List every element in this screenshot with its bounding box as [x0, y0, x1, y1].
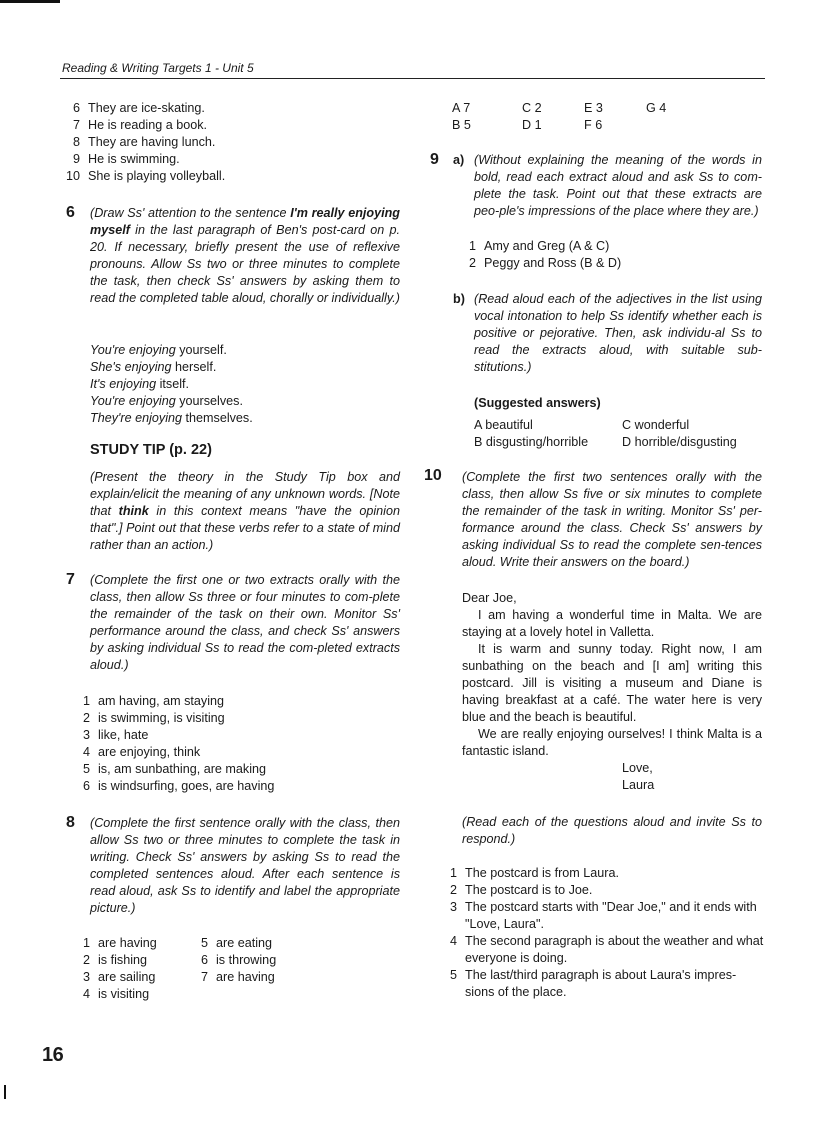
list-item: 6 is windsurfing, goes, are having	[82, 779, 275, 793]
section-10-instructions: (Complete the first two sentences orally with the class, then allow Ss five or six minutes to complete the remainder of the task in writing. Monitor Ss' per-formance around the class. Check Ss' answers by asking individual Ss to read the complete sen-tences aloud. Write their answers on the board.)	[462, 470, 762, 569]
section-6-answers	[90, 342, 400, 427]
section-10-question-instructions: (Read each of the questions aloud and invite Ss to respond.)	[462, 815, 762, 846]
list-item: 9 He is swimming.	[72, 152, 180, 166]
section-9a-answers	[462, 238, 762, 272]
section-8-answers-col2	[194, 935, 344, 986]
list-item: 4 The second paragraph is about the weather and what everyone is doing.	[449, 934, 764, 965]
study-tip-title: STUDY TIP (p. 22)	[90, 442, 212, 458]
letter-signature: Laura	[622, 778, 655, 792]
answer-line: You're enjoying yourself.	[90, 343, 227, 357]
corner-mark	[0, 0, 60, 3]
letter-greeting: Dear Joe,	[462, 591, 517, 605]
list-top	[66, 100, 406, 185]
section-8-instructions: (Complete the first sentence orally with the class, then allow Ss two or three minutes to complete the task in writing. Check Ss' answers by asking Ss to read the completed sentences aloud. After each sentence is read aloud, ask Ss to identify and label the appropriate picture.)	[90, 816, 400, 915]
answer-line: You're enjoying yourselves.	[90, 394, 243, 408]
list-item: 3 are sailing	[82, 970, 156, 984]
list-item: 5 are eating	[200, 936, 273, 950]
list-item: 6 They are ice-skating.	[72, 101, 205, 115]
list-item: 2 The postcard is to Joe.	[449, 883, 593, 897]
list-item: 2 is fishing	[82, 953, 147, 967]
letter-paragraph: It is warm and sunny today. Right now, I am sunbathing on the beach and [I am] writing this postcard. Jill is visiting a museum and Diane is having breakfast at a café. The water here is very blue and the beach is beautiful.	[462, 642, 762, 724]
list-item: 5 is, am sunbathing, are making	[82, 762, 267, 776]
header-rule	[60, 78, 765, 79]
letter-closing: Love,	[622, 761, 653, 775]
list-item: 2 Peggy and Ross (B & D)	[468, 256, 622, 270]
list-item: 8 They are having lunch.	[72, 135, 216, 149]
section-6-instructions: (Draw Ss' attention to the sentence I'm really enjoying myself in the last paragraph of Ben's post-card on p. 20. If necessary, briefly present the use of reflexive pronouns. Allow Ss two or three minutes to complete the task, then check Ss' answers by asking them to read the completed table aloud, chorally or individually.)	[90, 206, 400, 305]
section-9a-instructions: (Without explaining the meaning of the words in bold, read each extract aloud and ask Ss to com-plete the task. Point out that these extracts are peo-ple's impressions of the place where they are.)	[474, 153, 762, 218]
list-item: 2 is swimming, is visiting	[82, 711, 225, 725]
list-item: 7 He is reading a book.	[72, 118, 208, 132]
grid-row: B disgusting/horrible D horrible/disgusting	[474, 435, 737, 449]
list-item: 7 are having	[200, 970, 275, 984]
list-item: 3 like, hate	[82, 728, 149, 742]
edge-mark	[4, 1085, 6, 1099]
section-7-instructions: (Complete the first one or two extracts orally with the class, then allow Ss three or four minutes to com-plete the remainder of the task on their own. Monitor Ss' performance around the class, and check Ss' answers by asking individual Ss to read the com-pleted extracts aloud.)	[90, 573, 400, 672]
letter-paragraph: We are really enjoying ourselves! I think Malta is a fantastic island.	[462, 727, 762, 758]
list-item: 10 She is playing volleyball.	[66, 169, 226, 183]
section-number-10: 10	[424, 467, 442, 484]
section-number-9: 9	[430, 151, 439, 168]
suggested-answers-title: (Suggested answers)	[474, 396, 601, 410]
grid-row: B 5 D 1 F 6	[452, 118, 603, 132]
section-number-6: 6	[66, 204, 75, 221]
list-item: 1 Amy and Greg (A & C)	[468, 239, 610, 253]
section-number-7: 7	[66, 571, 75, 588]
answer-line: She's enjoying herself.	[90, 360, 217, 374]
grid-row: A 7 C 2 E 3 G 4	[452, 101, 667, 115]
list-item: 3 The postcard starts with "Dear Joe," and it ends with "Love, Laura".	[449, 900, 757, 931]
grid-row: A beautiful C wonderful	[474, 418, 690, 432]
suggested-answers	[474, 417, 764, 451]
section-10-answers	[443, 865, 765, 1001]
section-number-8: 8	[66, 814, 75, 831]
answer-grid	[452, 100, 712, 134]
postcard-letter	[462, 590, 762, 794]
list-item: 4 are enjoying, think	[82, 745, 201, 759]
list-item: 1 The postcard is from Laura.	[449, 866, 619, 880]
section-8-answers-col1	[76, 935, 206, 1003]
running-header: Reading & Writing Targets 1 - Unit 5	[62, 61, 254, 75]
study-tip-text: (Present the theory in the Study Tip box and explain/elicit the meaning of any unknown words. [Note that think in this context means "have the opinion that".] Point out that these verbs refer to a state of mind rather than an action.)	[90, 470, 400, 552]
section-7-answers	[76, 693, 396, 795]
list-item: 1 are having	[82, 936, 157, 950]
list-item: 5 The last/third paragraph is about Laura's impres-sions of the place.	[449, 968, 737, 999]
answer-line: They're enjoying themselves.	[90, 411, 253, 425]
list-item: 6 is throwing	[200, 953, 277, 967]
subsection-a-label: a)	[453, 153, 465, 167]
letter-paragraph: I am having a wonderful time in Malta. We are staying at a lovely hotel in Valletta.	[462, 608, 762, 639]
list-item: 1 am having, am staying	[82, 694, 224, 708]
subsection-b-label: b)	[453, 292, 465, 306]
page-number: 16	[42, 1044, 64, 1066]
section-9b-instructions: (Read aloud each of the adjectives in the list using vocal intonation to help Ss identify whether each is positive or pejorative. Then, ask individu-al Ss to read the extracts aloud, with suitable sub-stitutions.)	[474, 292, 762, 374]
list-item: 4 is visiting	[82, 987, 150, 1001]
answer-line: It's enjoying itself.	[90, 377, 190, 391]
